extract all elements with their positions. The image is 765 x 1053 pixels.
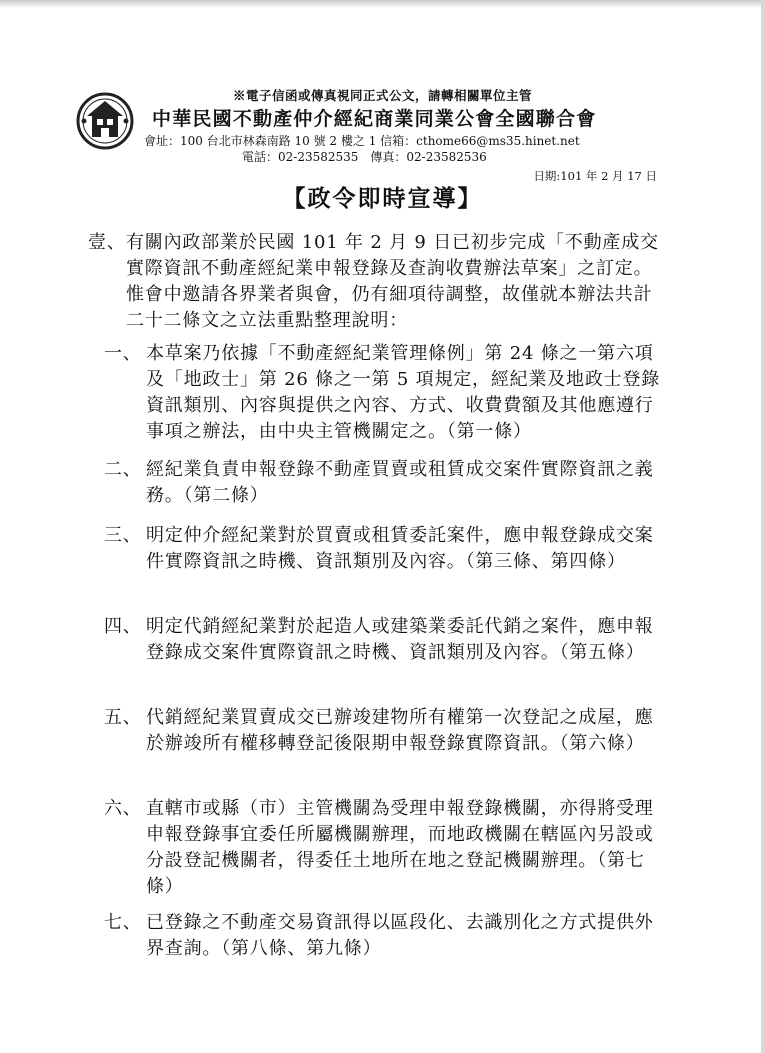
list-item-number: 四、 [104,616,142,637]
list-item [104,705,668,757]
list-item-number: 一、 [104,343,142,364]
list-item-text: 已登錄之不動產交易資訊得以區段化、去識別化之方式提供外界查詢。（第八條、第九條） [146,912,654,959]
list-item-text: 代銷經紀業買賣成交已辦竣建物所有權第一次登記之成屋，應於辦竣所有權移轉登記後限期申報登錄實際資訊。（第六條） [146,707,654,754]
list-item-number: 二、 [104,459,142,480]
list-item-number: 五、 [104,707,142,728]
list-item [104,614,668,666]
forwarding-notice: ※電子信函或傳真視同正式公文，請轉相關單位主管 [232,88,532,103]
organization-name: 中華民國不動產仲介經紀商業同業公會全國聯合會 [152,108,597,130]
organization-address: 會址：100 台北市林森南路 10 號 2 樓之 1 信箱：cthome66@ms35.hinet.net [144,134,580,148]
association-seal-icon [76,92,134,150]
scan-edge-top [0,0,765,8]
list-item-number: 六、 [104,798,142,819]
list-item [104,910,668,962]
list-item [104,341,668,445]
list-item-text: 明定代銷經紀業對於起造人或建築業委託代銷之案件，應申報登錄成交案件實際資訊之時機、資訊類別及內容。（第五條） [146,616,654,663]
list-item [104,457,668,509]
list-item [104,796,668,900]
main-paragraph-text: 有關內政部業於民國 101 年 2 月 9 日已初步完成「不動產成交實際資訊不動產經紀業申報登錄及查詢收費辦法草案」之訂定。惟會中邀請各界業者與會，仍有細項待調整，故僅就本辦法共計二十二條文之立法重點整理說明： [126,232,659,331]
list-item [104,523,668,575]
main-paragraph [88,230,668,334]
list-item-number: 三、 [104,525,142,546]
document-title: 【政令即時宣導】 [282,185,483,212]
list-item-text: 本草案乃依據「不動產經紀業管理條例」第 24 條之一第六項及「地政士」第 26 條之一第 5 項規定，經紀業及地政士登錄資訊類別、內容與提供之內容、方式、收費費額及其他應遵行事項之辦法，由中央主管機關定之。（第一條） [146,343,661,442]
list-item-text: 直轄市或縣（市）主管機關為受理申報登錄機關，亦得將受理申報登錄事宜委任所屬機關辦理，而地政機關在轄區內另設或分設登記機關者，得委任土地所在地之登記機關辦理。（第七條） [146,798,654,897]
list-item-text: 經紀業負責申報登錄不動產買賣或租賃成交案件實際資訊之義務。（第二條） [146,459,654,506]
main-paragraph-number: 壹、 [88,232,126,253]
document-date: 日期:101 年 2 月 17 日 [533,169,657,183]
list-item-text: 明定仲介經紀業對於買賣或租賃委託案件，應申報登錄成交案件實際資訊之時機、資訊類別及內容。（第三條、第四條） [146,525,654,572]
list-item-number: 七、 [104,912,142,933]
organization-phone-fax: 電話：02-23582535 傳真：02-23582536 [242,150,487,164]
scan-edge-right [761,0,765,1053]
